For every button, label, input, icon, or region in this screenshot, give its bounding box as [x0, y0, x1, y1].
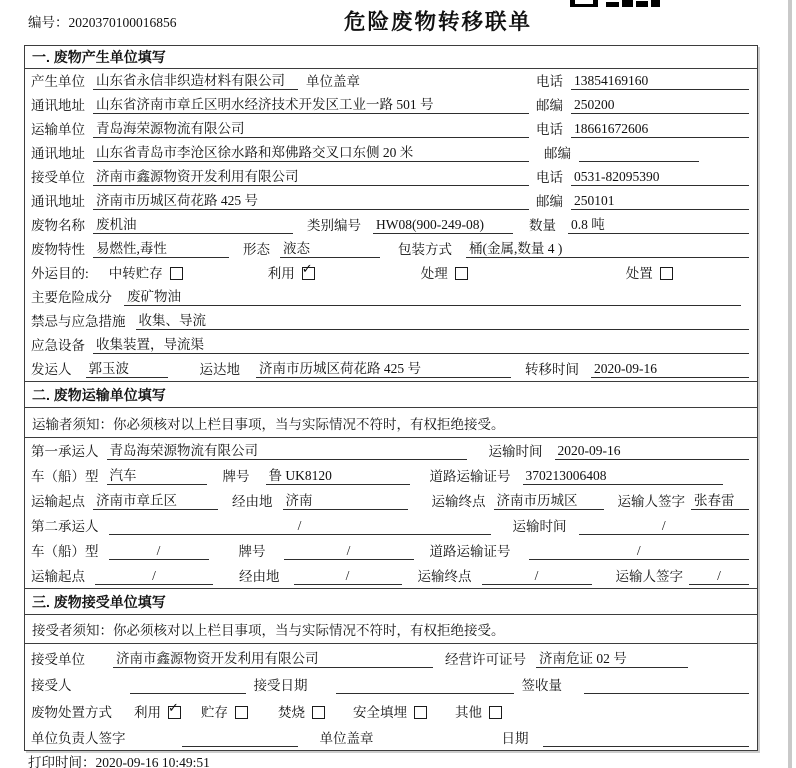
- field-label: 签收量: [521, 678, 562, 693]
- checkbox: [312, 706, 325, 719]
- responsible-signature-row: [25, 724, 757, 751]
- disposal-storage: [201, 705, 248, 721]
- second-road-permit: /: [529, 543, 750, 560]
- field-label: 电话: [536, 170, 563, 185]
- producer-name: 山东省永信非织造材料有限公司: [93, 73, 298, 90]
- second-carrier-name: /: [109, 518, 491, 535]
- checkbox-checked: [301, 262, 315, 280]
- receiver-address: 济南市历城区荷花路 425 号: [93, 193, 529, 210]
- consignor-row: [25, 357, 757, 381]
- first-plate-number: 鲁 UK8120: [266, 468, 410, 485]
- accept-person-row: [25, 671, 757, 698]
- waste-quantity: 0.8 吨: [568, 217, 749, 234]
- transporter-address-row: [25, 141, 757, 165]
- disposal-incinerate: [278, 705, 325, 721]
- field-label: 主要危险成分: [31, 290, 112, 305]
- field-label: 接受单位: [31, 170, 85, 185]
- field-label: 运输时间: [512, 519, 567, 534]
- emergency-measures: 收集、导流: [136, 313, 750, 330]
- license-number: 济南危证 02 号: [536, 651, 688, 668]
- field-label: 数量: [529, 218, 556, 233]
- first-terminus: 济南市历城区: [494, 493, 604, 510]
- print-time-value: 2020-09-16 10:49:51: [95, 755, 210, 768]
- field-label: 形态: [243, 242, 270, 257]
- document-number-label: 编号：: [28, 15, 69, 30]
- second-vehicle-row: [25, 538, 757, 563]
- checkbox: [489, 706, 502, 719]
- second-transport-date: /: [579, 518, 750, 535]
- section-header: [25, 589, 757, 615]
- first-carrier-name: 青岛海荣源物流有限公司: [107, 443, 467, 460]
- check-mark-icon: ✓: [301, 262, 313, 277]
- first-carrier-signature: 张春雷: [691, 493, 749, 510]
- unit-seal-label: 单位盖章: [306, 74, 360, 89]
- producer-unit-row: [25, 69, 757, 93]
- consignor-name: 郭玉波: [86, 361, 168, 378]
- field-label: 第一承运人: [31, 444, 99, 459]
- field-label: 牌号: [238, 544, 266, 559]
- unit-seal-label: 单位盖章: [319, 731, 374, 746]
- checkbox-checked: [168, 700, 181, 719]
- purpose-utilize: [267, 262, 315, 282]
- waste-property: 易燃性,毒性: [93, 241, 229, 258]
- section-title: 三. 废物接受单位填写: [32, 593, 166, 610]
- page-title: 危险废物转移联单: [343, 10, 532, 34]
- field-label: 接受单位: [31, 651, 85, 667]
- field-label: 经由地: [232, 494, 273, 509]
- field-label: 第二承运人: [31, 519, 99, 534]
- transporter-phone: 18661672606: [571, 121, 749, 138]
- field-label: 邮编: [536, 194, 563, 209]
- checkbox-label: 焚烧: [278, 704, 305, 720]
- first-vehicle-row: [25, 463, 757, 488]
- field-label: 接受人: [31, 678, 72, 693]
- checkbox: [414, 706, 427, 719]
- section-notice: 运输者须知：你必须核对以上栏目事项，当与实际情况不符时，有权拒绝接受。: [32, 416, 505, 432]
- transporter-address: 山东省青岛市李沧区徐水路和郑佛路交叉口东侧 20 米: [93, 145, 529, 162]
- field-label: 废物名称: [31, 218, 85, 233]
- waste-form: 液态: [280, 241, 380, 258]
- field-label: 废物特性: [31, 242, 85, 257]
- emergency-measures-row: [25, 309, 757, 333]
- field-label: 转移时间: [525, 362, 579, 377]
- responsible-signature: [182, 746, 298, 747]
- field-label: 道路运输证号: [429, 544, 511, 559]
- hazard-component: 废矿物油: [124, 289, 741, 306]
- second-carrier-signature: /: [689, 568, 749, 585]
- waste-property-row: [25, 237, 757, 261]
- field-label: 电话: [536, 122, 563, 137]
- field-label: 运输起点: [31, 494, 85, 509]
- field-label: 通讯地址: [31, 194, 85, 209]
- accept-unit-row: [25, 644, 757, 671]
- second-carrier-row: [25, 513, 757, 538]
- field-label: 接受日期: [253, 678, 308, 693]
- checkbox-label: 处置: [625, 266, 653, 281]
- field-label: 邮编: [544, 146, 571, 161]
- field-label: 经由地: [239, 569, 280, 584]
- second-route-row: [25, 563, 757, 588]
- second-terminus: /: [482, 568, 592, 585]
- receiver-postcode: 250101: [571, 193, 749, 210]
- waste-code: HW08(900-249-08): [373, 217, 513, 234]
- second-vehicle-type: /: [109, 543, 209, 560]
- signed-quantity: [584, 693, 749, 694]
- packing-method: 桶(金属,数量 4 ): [466, 241, 749, 258]
- section-notice-row: [25, 615, 757, 644]
- waste-name: 废机油: [93, 217, 293, 234]
- field-label: 运输人签字: [615, 569, 683, 584]
- first-origin: 济南市章丘区: [93, 493, 218, 510]
- field-label: 电话: [536, 74, 563, 89]
- producer-address: 山东省济南市章丘区明水经济技术开发区工业一路 501 号: [93, 97, 529, 114]
- print-time: [28, 751, 210, 768]
- section-title: 一. 废物产生单位填写: [32, 49, 166, 65]
- checkbox-label: 中转贮存: [108, 266, 163, 281]
- field-label: 包装方式: [398, 242, 452, 257]
- second-plate-number: /: [284, 543, 414, 560]
- producer-address-row: [25, 93, 757, 117]
- second-origin: /: [95, 568, 213, 585]
- field-label: 经营许可证号: [445, 651, 526, 667]
- second-via: /: [294, 568, 402, 585]
- field-label: 运输起点: [31, 569, 85, 584]
- section-title: 二. 废物运输单位填写: [32, 386, 166, 403]
- field-label: 运输人签字: [617, 494, 685, 509]
- transporter-name: 青岛海荣源物流有限公司: [93, 121, 529, 138]
- page-edge-shadow: [788, 0, 792, 768]
- receiver-phone: 0531-82095390: [571, 169, 749, 186]
- transporter-postcode: [579, 161, 699, 162]
- accept-seal-date: [543, 746, 750, 747]
- field-label: 单位负责人签字: [31, 731, 126, 746]
- check-mark-icon: ✓: [168, 700, 179, 716]
- accept-unit-name: 济南市鑫源物资开发利用有限公司: [113, 651, 433, 668]
- section-header: [25, 46, 757, 69]
- destination: 济南市历城区荷花路 425 号: [256, 361, 511, 378]
- field-label: 废物处置方式: [31, 704, 112, 720]
- checkbox-label: 利用: [134, 704, 161, 720]
- purpose-dispose: [626, 266, 673, 282]
- field-label: 产生单位: [31, 74, 85, 89]
- purpose-treat: [421, 266, 468, 282]
- field-label: 道路运输证号: [429, 469, 511, 484]
- checkbox: [170, 267, 183, 280]
- field-label: 运输终点: [431, 494, 486, 509]
- receiver-name: 济南市鑫源物资开发利用有限公司: [93, 169, 529, 186]
- checkbox-label: 贮存: [201, 704, 228, 720]
- field-label: 牌号: [222, 469, 250, 484]
- field-label: 邮编: [536, 98, 563, 113]
- checkbox-label: 处理: [420, 266, 448, 281]
- disposal-utilize: [134, 700, 181, 721]
- checkbox: [660, 267, 673, 280]
- field-label: 运输单位: [31, 122, 85, 137]
- field-label: 外运目的:: [31, 266, 89, 281]
- disposal-method-row: [25, 697, 757, 724]
- transporter-unit-row: [25, 117, 757, 141]
- field-label: 通讯地址: [31, 146, 85, 161]
- field-label: 车（船）型: [31, 469, 99, 484]
- checkbox-label: 安全填埋: [353, 704, 407, 720]
- first-vehicle-type: 汽车: [107, 468, 207, 485]
- checkbox-label: 其他: [455, 704, 482, 720]
- section-2: [25, 381, 757, 588]
- section-notice-row: [25, 408, 757, 438]
- accept-date: [336, 693, 514, 694]
- first-carrier-row: [25, 438, 757, 463]
- field-label: 应急设备: [31, 338, 85, 353]
- section-1: [25, 46, 757, 381]
- first-via: 济南: [283, 493, 408, 510]
- field-label: 运输时间: [488, 444, 543, 459]
- emergency-equipment-row: [25, 333, 757, 357]
- disposal-other: [455, 705, 502, 721]
- hazard-component-row: [25, 285, 757, 309]
- field-label: 日期: [501, 731, 529, 746]
- first-route-row: [25, 488, 757, 513]
- print-time-label: 打印时间：: [28, 755, 96, 768]
- field-label: 运达地: [199, 362, 240, 377]
- field-label: 发运人: [31, 362, 72, 377]
- checkbox: [455, 267, 468, 280]
- receiver-address-row: [25, 189, 757, 213]
- producer-postcode: 250200: [571, 97, 749, 114]
- first-transport-date: 2020-09-16: [555, 443, 750, 460]
- section-notice: 接受者须知：你必须核对以上栏目事项，当与实际情况不符时，有权拒绝接受。: [32, 623, 505, 638]
- disposal-landfill: [353, 705, 427, 721]
- waste-name-row: [25, 213, 757, 237]
- document-number-value: 2020370100016856: [68, 15, 177, 30]
- checkbox-label: 利用: [267, 266, 295, 281]
- purpose-transfer-storage: [109, 266, 183, 282]
- emergency-equipment: 收集装置，导流渠: [93, 337, 749, 354]
- section-header: [25, 382, 757, 408]
- section-3: [25, 588, 757, 750]
- accept-person: [130, 693, 246, 694]
- field-label: 类别编号: [307, 218, 361, 233]
- transfer-date: 2020-09-16: [591, 361, 749, 378]
- field-label: 通讯地址: [31, 98, 85, 113]
- producer-phone: 13854169160: [571, 73, 749, 90]
- field-label: 车（船）型: [31, 544, 99, 559]
- transfer-purpose-row: [25, 261, 757, 285]
- first-road-permit: 370213006408: [523, 468, 723, 485]
- field-label: 运输终点: [417, 569, 472, 584]
- field-label: 禁忌与应急措施: [31, 314, 126, 329]
- transfer-manifest-form: [24, 45, 758, 751]
- checkbox: [235, 706, 248, 719]
- receiver-unit-row: [25, 165, 757, 189]
